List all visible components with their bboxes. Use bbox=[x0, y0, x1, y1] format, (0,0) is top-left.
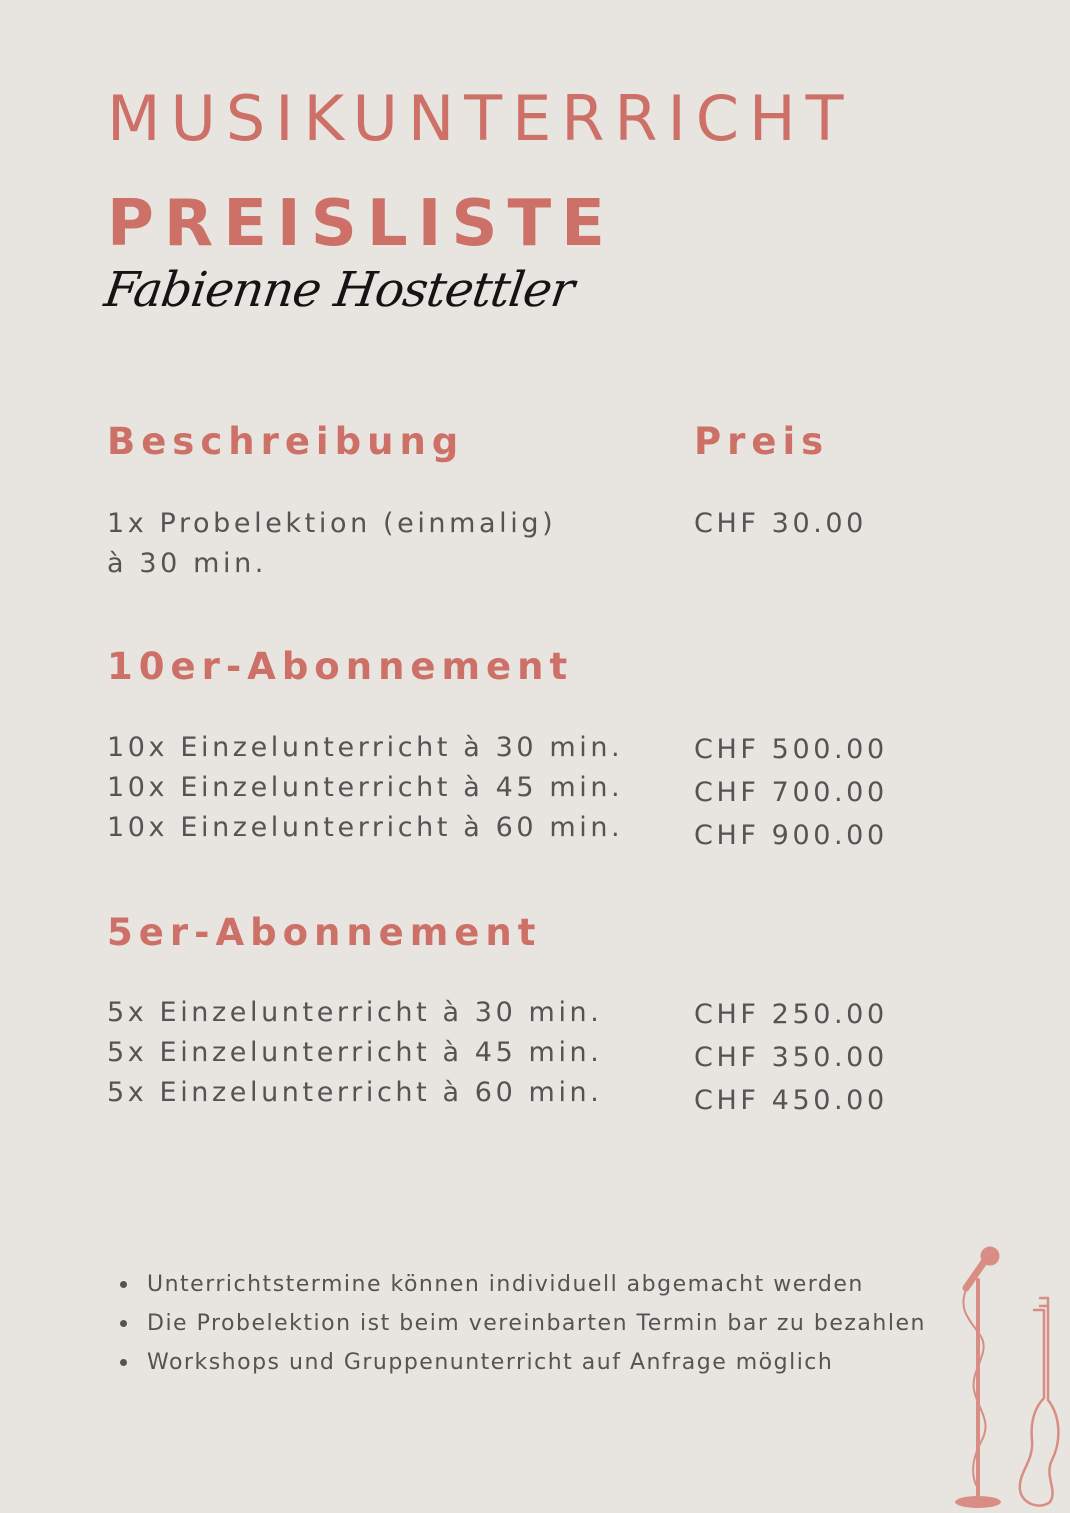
price-row-description: 10x Einzelunterricht à 60 min. bbox=[107, 812, 624, 843]
notes-list bbox=[107, 1265, 937, 1382]
abo10-prices bbox=[694, 728, 888, 857]
microphone-stand-icon bbox=[955, 1248, 1001, 1508]
section-heading-abo10: 10er-Abonnement bbox=[107, 645, 574, 688]
decoration bbox=[940, 1240, 1068, 1510]
price-row-price: CHF 900.00 bbox=[694, 820, 888, 851]
price-row-description: 5x Einzelunterricht à 30 min. bbox=[107, 997, 603, 1028]
price-row-price: CHF 450.00 bbox=[694, 1085, 888, 1116]
column-header-price: Preis bbox=[694, 420, 830, 463]
price-row-price: CHF 350.00 bbox=[694, 1042, 888, 1073]
trial-description bbox=[107, 504, 556, 584]
signature: Fabienne Hostettler bbox=[101, 262, 577, 318]
page-title: MUSIKUNTERRICHT bbox=[107, 82, 854, 155]
price-row-price: CHF 250.00 bbox=[694, 999, 888, 1030]
list-item: Unterrichtstermine können individuell abgemacht werden bbox=[147, 1265, 937, 1304]
price-row-description: 10x Einzelunterricht à 45 min. bbox=[107, 772, 624, 803]
list-item: Workshops und Gruppenunterricht auf Anfrage möglich bbox=[147, 1343, 937, 1382]
trial-price: CHF 30.00 bbox=[694, 508, 867, 539]
price-row-price: CHF 700.00 bbox=[694, 777, 888, 808]
abo5-descriptions bbox=[107, 993, 602, 1113]
price-row-price: CHF 500.00 bbox=[694, 734, 888, 765]
trial-description-line2: à 30 min. bbox=[107, 548, 267, 579]
abo10-descriptions bbox=[107, 728, 623, 848]
section-heading-abo5: 5er-Abonnement bbox=[107, 911, 542, 954]
column-header-description: Beschreibung bbox=[107, 420, 465, 463]
price-row-description: 5x Einzelunterricht à 45 min. bbox=[107, 1037, 603, 1068]
guitar-icon bbox=[1020, 1298, 1059, 1506]
price-row-description: 5x Einzelunterricht à 60 min. bbox=[107, 1077, 603, 1108]
list-item: Die Probelektion ist beim vereinbarten Termin bar zu bezahlen bbox=[147, 1304, 937, 1343]
price-row-description: 10x Einzelunterricht à 30 min. bbox=[107, 732, 624, 763]
page-subtitle: PREISLISTE bbox=[107, 187, 615, 261]
trial-description-line1: 1x Probelektion (einmalig) bbox=[107, 508, 557, 539]
abo5-prices bbox=[694, 993, 888, 1122]
